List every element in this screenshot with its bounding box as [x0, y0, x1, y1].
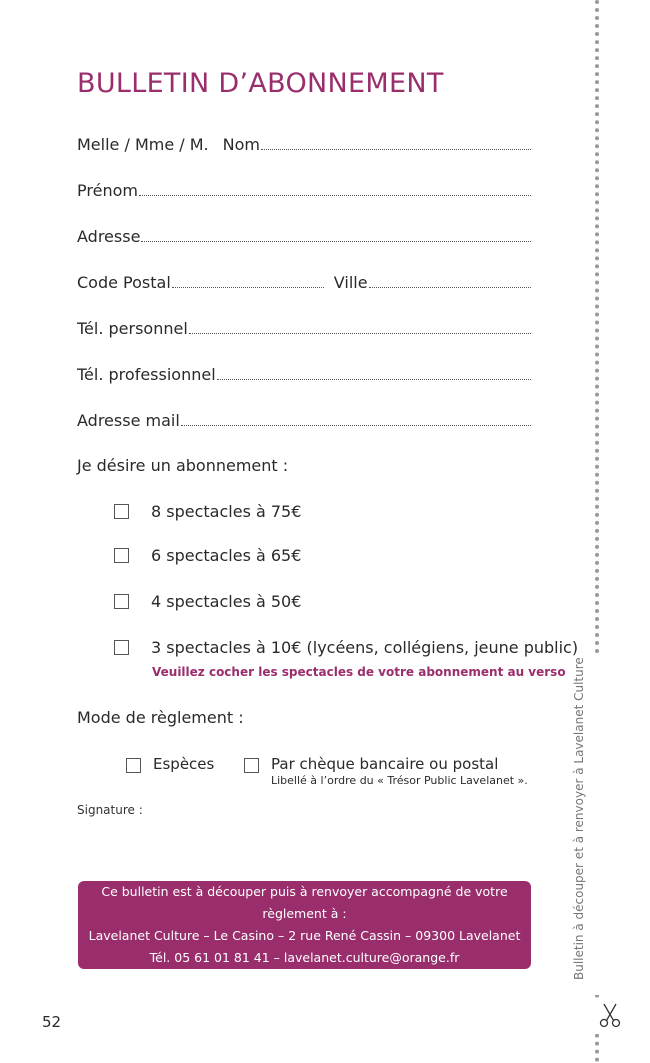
tel-perso-field[interactable] [189, 332, 531, 334]
cheque-label: Par chèque bancaire ou postal [271, 755, 499, 773]
option-label: 6 spectacles à 65€ [151, 546, 302, 565]
scissors-icon [599, 1003, 621, 1029]
nom-label: Nom [222, 135, 260, 154]
adresse-line[interactable] [77, 226, 531, 246]
code-postal-line[interactable] [77, 272, 531, 292]
ville-field[interactable] [369, 286, 531, 288]
nom-field[interactable] [261, 148, 531, 150]
checkbox-icon[interactable] [244, 758, 259, 773]
checkbox-icon[interactable] [114, 640, 129, 655]
adresse-field[interactable] [141, 240, 531, 242]
prenom-line[interactable] [77, 180, 531, 200]
page-title: BULLETIN D’ABONNEMENT [77, 68, 444, 99]
subscription-note: Veuillez cocher les spectacles de votre abonnement au verso [152, 665, 566, 679]
cheque-note: Libellé à l’ordre du « Trésor Public Lavelanet ». [271, 774, 528, 787]
footer-line-1: Ce bulletin est à découper puis à renvoyer accompagné de votre règlement à : [101, 884, 508, 921]
adresse-label: Adresse [77, 227, 141, 246]
option-6-spectacles[interactable] [114, 546, 301, 565]
option-label: 4 spectacles à 50€ [151, 592, 302, 611]
footer-line-3: Tél. 05 61 01 81 41 – lavelanet.culture@orange.fr [149, 950, 460, 965]
prenom-field[interactable] [139, 194, 531, 196]
tel-pro-line[interactable] [77, 364, 531, 384]
mail-label: Adresse mail [77, 411, 180, 430]
option-label: 8 spectacles à 75€ [151, 502, 302, 521]
mail-field[interactable] [181, 424, 531, 426]
subscription-heading: Je désire un abonnement : [77, 456, 289, 475]
tel-pro-field[interactable] [217, 378, 531, 380]
tel-pro-label: Tél. professionnel [77, 365, 216, 384]
page-number: 52 [42, 1013, 62, 1031]
code-postal-field[interactable] [172, 286, 324, 288]
payment-cheque[interactable] [244, 755, 528, 787]
checkbox-icon[interactable] [114, 548, 129, 563]
tel-perso-label: Tél. personnel [77, 319, 188, 338]
civility-label: Melle / Mme / M. [77, 135, 209, 154]
option-4-spectacles[interactable] [114, 592, 301, 611]
tel-perso-line[interactable] [77, 318, 531, 338]
footer-box [78, 881, 531, 969]
name-line[interactable] [77, 134, 531, 154]
code-postal-label: Code Postal [77, 273, 171, 292]
option-8-spectacles[interactable] [114, 502, 301, 521]
footer-line-2: Lavelanet Culture – Le Casino – 2 rue René Cassin – 09300 Lavelanet [88, 928, 521, 943]
signature-label: Signature : [77, 803, 143, 817]
option-label: 3 spectacles à 10€ (lycéens, collégiens, jeune public) [151, 638, 579, 657]
payment-heading: Mode de règlement : [77, 708, 244, 727]
checkbox-icon[interactable] [114, 594, 129, 609]
payment-cash[interactable] [126, 755, 214, 773]
mail-line[interactable] [77, 410, 531, 430]
option-3-spectacles[interactable] [114, 638, 578, 657]
checkbox-icon[interactable] [114, 504, 129, 519]
cut-line-gap [590, 655, 604, 995]
ville-label: Ville [333, 273, 368, 292]
cash-label: Espèces [153, 755, 215, 773]
prenom-label: Prénom [77, 181, 138, 200]
side-text: Bulletin à découper et à renvoyer à Lavelanet Culture [572, 657, 586, 980]
checkbox-icon[interactable] [126, 758, 141, 773]
